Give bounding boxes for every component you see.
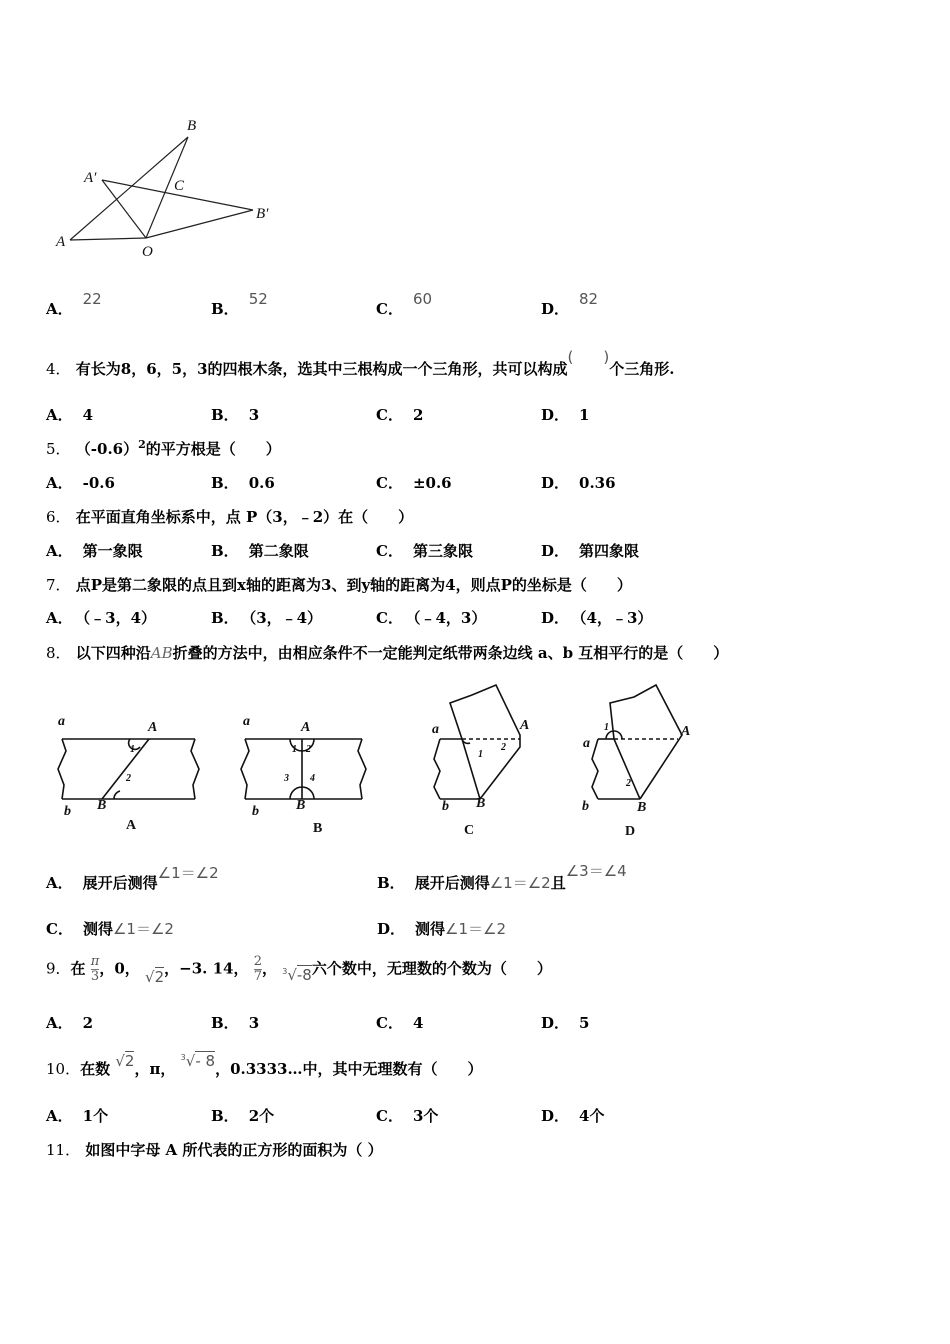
q8-fig-c-caption: C <box>464 823 475 838</box>
q3-label-B: B <box>187 118 197 134</box>
q8-fig-d-label-2: 2 <box>626 778 631 789</box>
q8-fig-d-label-B: B <box>637 800 647 815</box>
q6-option-c[interactable]: C． 第三象限 <box>376 542 473 560</box>
q8-fig-a-label-A: A <box>148 720 158 735</box>
q5-option-c[interactable]: C． ±0.6 <box>376 474 452 492</box>
q10-option-d[interactable]: D． 4个 <box>541 1107 605 1125</box>
q8-fig-a-label-2: 2 <box>126 773 131 784</box>
q8-fig-a-caption: A <box>126 818 137 833</box>
q8-fig-b-label-A: A <box>301 720 311 735</box>
q8-fig-a-label-b: b <box>64 804 71 819</box>
q9-option-a[interactable]: A． 2 <box>46 1014 94 1032</box>
q9-option-c[interactable]: C． 4 <box>376 1014 424 1032</box>
q4-stem: 4． 有长为8，6，5，3的四根木条，选其中三根构成一个三角形，共可以构成( )个三角形. <box>46 348 675 378</box>
q3-label-B-prime: B′ <box>256 206 269 222</box>
q9-sqrt-2: √2 <box>145 967 165 986</box>
q8-fig-a-label-1: 1 <box>130 744 135 755</box>
q8-fig-b-label-a: a <box>243 714 250 729</box>
q8-fig-b-label-3: 3 <box>284 773 289 784</box>
q8-fig-b-label-4: 4 <box>310 773 315 784</box>
q7-option-b[interactable]: B． （3，﹣4） <box>211 609 323 627</box>
q8-fig-c-label-b: b <box>442 799 449 814</box>
q5-option-b[interactable]: B． 0.6 <box>211 474 275 492</box>
q8-fig-b-label-1: 1 <box>292 744 297 755</box>
q7-option-c[interactable]: C． （﹣4，3） <box>376 609 487 627</box>
q8-fig-d-label-a: a <box>583 736 590 751</box>
q8-fig-c-label-B: B <box>476 796 486 811</box>
q8-figures <box>50 675 710 845</box>
q8-fig-a-label-a: a <box>58 714 65 729</box>
q3-figure <box>50 110 290 265</box>
q3-option-d[interactable]: D．82 <box>541 290 599 318</box>
q9-frac-2-7: $\frac{2}{7}$ <box>253 954 262 984</box>
q9-option-d[interactable]: D． 5 <box>541 1014 590 1032</box>
q10-stem: 10．在数 √2，π， $^3$√- 8，0.3333…中，其中无理数有（ ） <box>46 1052 483 1078</box>
q3-label-A-prime: A′ <box>84 170 97 186</box>
q5-option-a[interactable]: A． -0.6 <box>46 474 115 492</box>
q10-cbrt-neg-8: $^3$√- 8 <box>180 1052 216 1070</box>
q8-option-c[interactable]: C． 测得∠1＝∠2 <box>46 920 174 938</box>
q8-fig-c-label-1: 1 <box>478 749 483 760</box>
q8-option-a[interactable]: A． 展开后测得∠1＝∠2 <box>46 864 219 892</box>
q6-stem: 6． 在平面直角坐标系中，点 P（3，﹣2）在（ ） <box>46 508 414 526</box>
q10-option-b[interactable]: B． 2个 <box>211 1107 275 1125</box>
q8-fig-c-label-2: 2 <box>501 742 506 753</box>
q10-sqrt-2: √2 <box>115 1052 135 1070</box>
q7-option-d[interactable]: D． （4，﹣3） <box>541 609 653 627</box>
q3-label-O: O <box>142 244 153 260</box>
q3-option-b[interactable]: B．52 <box>211 290 268 318</box>
q10-option-a[interactable]: A． 1个 <box>46 1107 109 1125</box>
q4-option-c[interactable]: C． 2 <box>376 406 424 424</box>
q6-option-a[interactable]: A． 第一象限 <box>46 542 143 560</box>
q9-cbrt-neg-8: $^3$√-8 <box>282 965 312 984</box>
q6-option-b[interactable]: B． 第二象限 <box>211 542 309 560</box>
q6-option-d[interactable]: D． 第四象限 <box>541 542 640 560</box>
q11-stem: 11． 如图中字母 A 所代表的正方形的面积为（ ） <box>46 1141 383 1159</box>
q4-option-a[interactable]: A． 4 <box>46 406 94 424</box>
q8-fig-d-label-b: b <box>582 799 589 814</box>
q8-fig-c-label-a: a <box>432 722 439 737</box>
q3-option-a[interactable]: A．22 <box>46 290 102 318</box>
q7-stem: 7． 点P是第二象限的点且到x轴的距离为3、到y轴的距离为4，则点P的坐标是（ ） <box>46 576 632 594</box>
q8-stem: 8． 以下四种沿AB折叠的方法中，由相应条件不一定能判定纸带两条边线 a、b 互相平行的是（ ） <box>46 644 729 662</box>
q8-fig-d-caption: D <box>625 824 636 839</box>
q3-label-A: A <box>56 234 66 250</box>
q3-option-c[interactable]: C．60 <box>376 290 433 318</box>
q4-option-d[interactable]: D． 1 <box>541 406 590 424</box>
q8-fig-b-label-2: 2 <box>306 744 311 755</box>
q9-option-b[interactable]: B． 3 <box>211 1014 260 1032</box>
q4-option-b[interactable]: B． 3 <box>211 406 260 424</box>
q5-option-d[interactable]: D． 0.36 <box>541 474 616 492</box>
q8-fig-b-caption: B <box>313 821 323 836</box>
q7-option-a[interactable]: A． （﹣3，4） <box>46 609 157 627</box>
q8-fig-d-label-A: A <box>681 724 691 739</box>
q8-fig-b-label-B: B <box>296 798 306 813</box>
q9-stem: 9．在 $\frac{\pi}{3}$ ，0， √2，−3. 14， $\frac{2}{7}$ ， $^3$√-8六个数中，无理数的个数为（ ） <box>46 954 552 986</box>
q8-fig-b-label-b: b <box>252 804 259 819</box>
q9-frac-pi-3: $\frac{\pi}{3}$ <box>90 954 100 984</box>
q8-fig-c-label-A: A <box>520 718 530 733</box>
q8-fig-d-label-1: 1 <box>604 722 609 733</box>
q8-option-d[interactable]: D． 测得∠1＝∠2 <box>377 920 507 938</box>
q3-label-C: C <box>174 178 185 194</box>
q10-option-c[interactable]: C． 3个 <box>376 1107 439 1125</box>
q8-fig-a-label-B: B <box>97 798 107 813</box>
q5-stem: 5． $(-0.6)^2$的平方根是（ ） <box>46 438 281 458</box>
q8-option-b[interactable]: B． 展开后测得∠1＝∠2且∠3＝∠4 <box>377 862 627 892</box>
